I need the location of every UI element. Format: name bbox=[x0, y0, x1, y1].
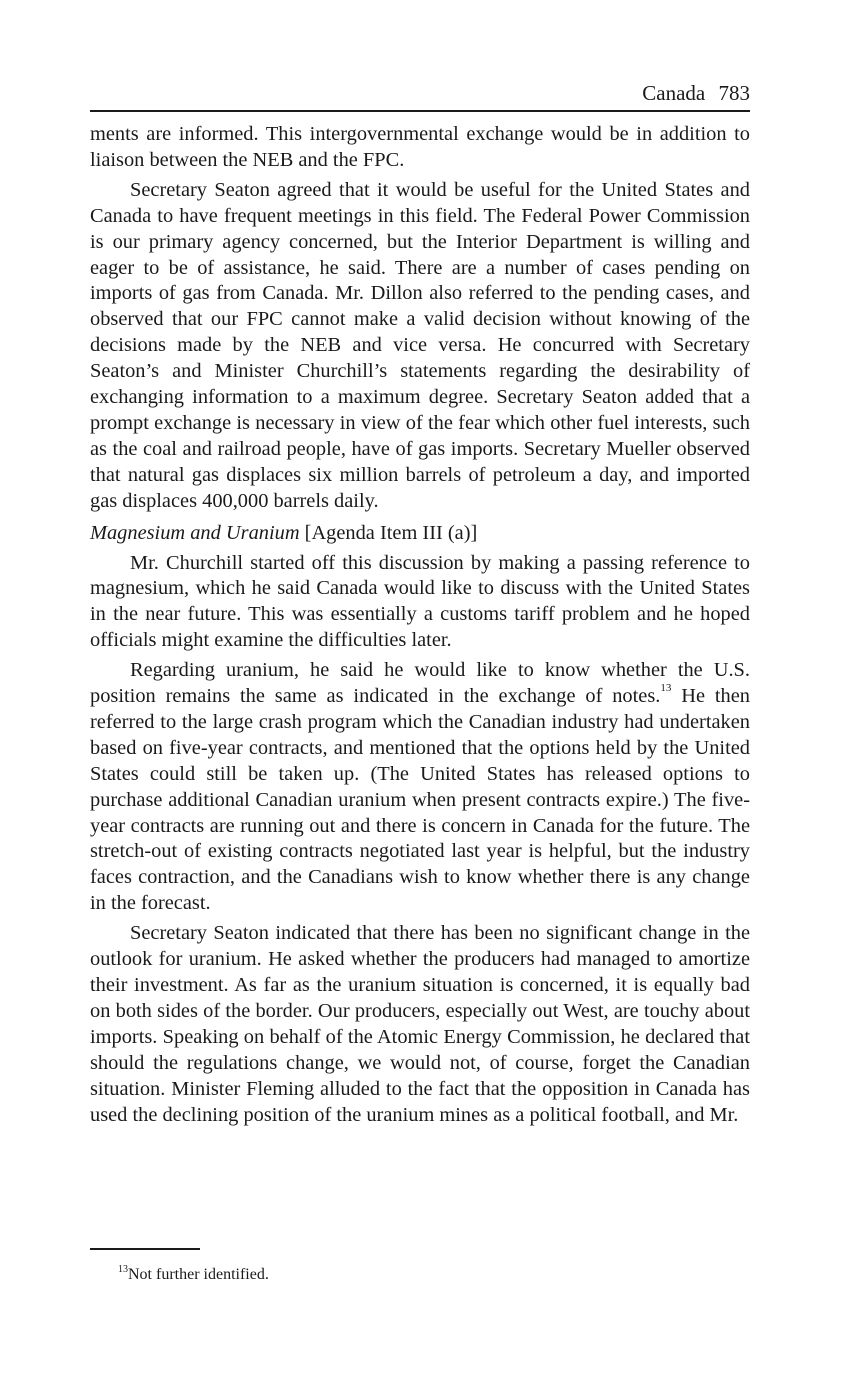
paragraph-uranium-rest: He then referred to the large crash program which the Canadian industry had undertaken based on five-year contracts, and mentioned that the options held by the United States could still be taken up. (The United States has released options to purchase additional Canadian uranium when present contracts expire.) The five-year contracts are running out and there is concern in Canada for the future. The stretch-out of existing contracts negotiated last year is helpful, but the industry faces contraction, and the Canadians wish to know whether there is any change in the forecast. bbox=[90, 685, 750, 915]
section-heading bbox=[90, 521, 750, 547]
paragraph-uranium-start: Regarding uranium, he said he would like to know whether the U.S. position remains the same as indicated in the exchange of notes. bbox=[90, 659, 750, 708]
section-heading-italic: Magnesium and Uranium bbox=[90, 521, 300, 544]
paragraph-continued: ments are informed. This intergovernmental exchange would be in addition to liaison between the NEB and the FPC. bbox=[90, 123, 750, 171]
body-text bbox=[90, 122, 750, 1128]
footnote-number: 13 bbox=[118, 1264, 128, 1275]
paragraph-seaton-meetings: Secretary Seaton agreed that it would be useful for the United States and Canada to have frequent meetings in this field. The Federal Power Commission is our primary agency concerned, but the Interior Department is willing and eager to be of assistance, he said. There are a number of cases pending on imports of gas from Canada. Mr. Dillon also referred to the pending cases, and observed that our FPC cannot make a valid decision without knowing of the decisions made by the NEB and vice versa. He concurred with Secretary Seaton’s and Minister Churchill’s statements regarding the desirability of exchanging information to a maximum degree. Secretary Seaton added that a prompt exchange is necessary in view of the fear which other fuel interests, such as the coal and railroad people, have of gas imports. Secretary Mueller observed that natural gas displaces six million barrels of petroleum a day, and imported gas displaces 400,000 barrels daily. bbox=[90, 178, 750, 512]
footnote-reference: 13 bbox=[660, 682, 672, 695]
paragraph-uranium bbox=[90, 658, 750, 917]
running-head-title: Canada bbox=[642, 81, 706, 105]
footnote bbox=[118, 1264, 269, 1286]
running-head bbox=[90, 80, 750, 112]
page-number: 783 bbox=[718, 81, 750, 105]
section-heading-agenda: [Agenda Item III (a)] bbox=[299, 521, 478, 544]
document-page bbox=[90, 80, 750, 1128]
footnote-rule bbox=[90, 1248, 200, 1250]
paragraph-magnesium: Mr. Churchill started off this discussion by making a passing reference to magnesium, which he said Canada would like to discuss with the United States in the near future. This was essentially a customs tariff problem and he hoped officials might examine the difficulties later. bbox=[90, 551, 750, 652]
paragraph-seaton-outlook: Secretary Seaton indicated that there has been no significant change in the outlook for uranium. He asked whether the producers had managed to amortize their investment. As far as the uranium situation is concerned, it is equally bad on both sides of the border. Our producers, especially out West, are touchy about imports. Speaking on behalf of the Atomic Energy Commission, he declared that should the regulations change, we would not, of course, forget the Canadian situation. Minister Fleming alluded to the fact that the opposition in Canada has used the declining position of the uranium mines as a political football, and Mr. bbox=[90, 922, 750, 1126]
footnote-text: Not further identified. bbox=[128, 1266, 269, 1283]
